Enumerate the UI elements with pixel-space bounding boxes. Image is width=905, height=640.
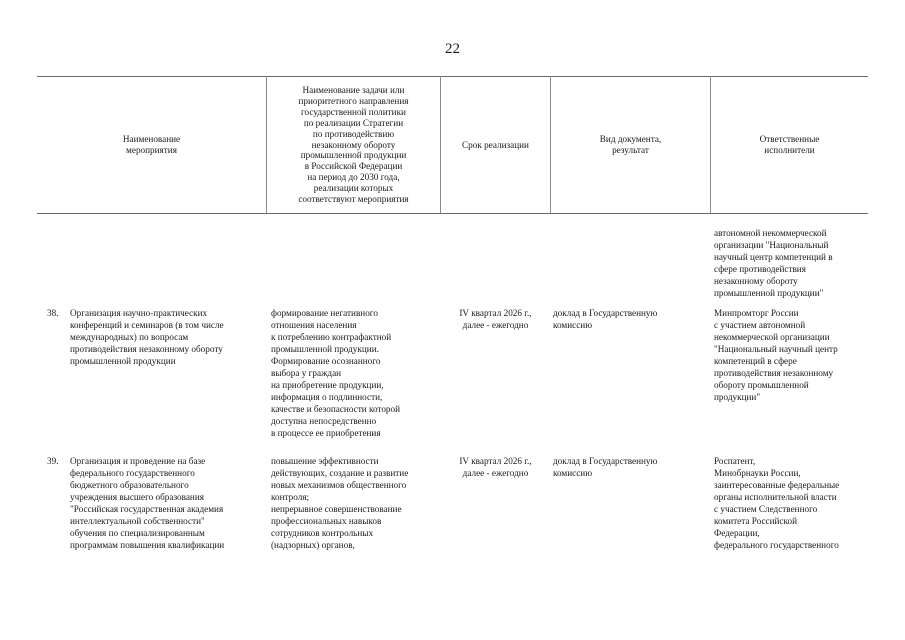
header-bottom-border bbox=[37, 213, 868, 214]
row-task: формирование негативного отношения населения к потреблению контрафактной промышленной продукции. Формирование осознанного выбора у граждан на приобретение продукции, информация о подлинности, качестве и безопасности которой доступна непосредственно в процессе ее приобретения bbox=[271, 308, 401, 438]
row-event-name: Организация научно-практических конференций и семинаров (в том числе международных) по вопросам противодействия незаконному обороту промышленной продукции bbox=[70, 308, 224, 366]
header-deadline: Срок реализации bbox=[462, 139, 529, 150]
row-event-name: Организация и проведение на базе федерального государственного бюджетного образовательного учреждения высшего образования "Российская государственная академия интеллектуальной собственности" обучения по специализированным программам повышения квалификации bbox=[70, 456, 225, 550]
row-deadline: IV квартал 2026 г., далее - ежегодно bbox=[459, 456, 532, 478]
header-document: Вид документа, результат bbox=[599, 134, 662, 155]
row-executors: Минпромторг России с участием автономной некоммерческой организации "Национальный научный центр компетенций в сфере противодействия незаконному обороту промышленной продукции" bbox=[714, 308, 838, 402]
header-executors: Ответственные исполнители bbox=[759, 134, 820, 155]
row-deadline: IV квартал 2026 г., далее - ежегодно bbox=[459, 308, 532, 330]
row-document: доклад в Государственную комиссию bbox=[553, 308, 658, 330]
row-executors: Роспатент, Минобрнауки России, заинтересованные федеральные органы исполнительной власти с участием Следственного комитета Российской Федерации, федерального государственного bbox=[714, 456, 840, 550]
row-document: доклад в Государственную комиссию bbox=[553, 456, 658, 478]
row-number: 39. bbox=[47, 456, 59, 466]
header-event-name: Наименование мероприятия bbox=[122, 134, 181, 155]
page-number: 22 bbox=[445, 41, 460, 57]
row-number: 38. bbox=[47, 308, 59, 318]
row-task: повышение эффективности действующих, создание и развитие новых механизмов общественного контроля; непрерывное совершенствование профессиональных навыков сотрудников контрольных (надзорных) органов, bbox=[271, 456, 409, 550]
header-task: Наименование задачи или приоритетного направления государственной политики по реализации Стратегии по противодействию незаконному обороту промышленной продукции в Российской Федерации на период до 2030 года, реализации которых соответствуют мероприятия bbox=[298, 85, 409, 205]
continuation-executors: автономной некоммерческой организации "Национальный научный центр компетенций в сфере противодействия незаконному обороту промышленной продукции" bbox=[714, 228, 833, 298]
